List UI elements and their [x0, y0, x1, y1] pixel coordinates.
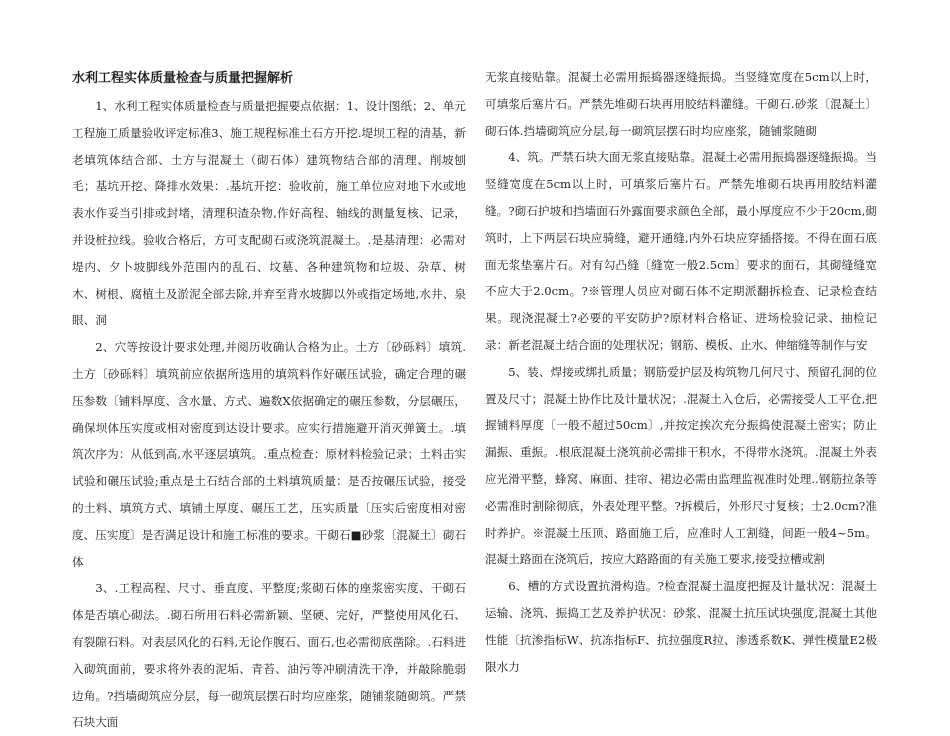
paragraph-4: 4、筑。严禁石块大面无浆直接贴靠。混凝土必需用振捣器逐缝振捣。当竖缝宽度在5cm以上时，可填浆后塞片石。严禁先堆砌石块再用胶结料灌缝。?砌石护坡和挡墙面石外露面要求颜色全部，最小厚度应不少于20cm,砌筑时，上下两层石块应骑缝，避开通缝,内外石块应穿插搭接。不得在面石底面无浆垫塞片石。对有勾凸缝〔缝宽一般2.5cm〕要求的面石，其砌缝缝宽不应大于2.0cm。?※管理人员应对砌石体不定期派翻拆检查、记录检查结果。现浇混凝土?必要的平安防护?原材料合格证、进场检验记录、抽检记录：新老混凝土结合面的处理状况；钢筋、模板、止水、伸缩缝等制作与安 — [485, 150, 877, 352]
paragraph-2: 2、穴等按设计要求处理,并阅历收确认合格为止。土方〔砂砾料〕填筑.土方〔砂砾料〕填筑前应依据所选用的填筑料作好碾压试验，确定合理的碾压参数〔铺料厚度、含水量、方式、遍数X依据确定的碾压参数，分层碾压，确保坝体压实度或相对密度到达设计要求。应实行措施避开消灭弹簧土。.填筑次序为：从低到高,水平逐层填筑。.重点检查：原材料检验记录；土料击实试验和碾压试验;重点是土石结合部的土料填筑质量：是否按碾压试验，接受的土料、填筑方式、填铺土厚度、碾压工艺，压实质量〔压实后密度相对密度、压实度〕是否满足设计和施工标准的要求。干砌石■砂浆〔混凝土〕砌石体 — [72, 340, 466, 569]
paragraph-6: 6、槽的方式设置抗滑构造。?检查混凝土温度把握及计量状况：混凝土运输、浇筑、振捣工艺及养护状况：砂浆、混凝土抗压试块强度,混凝土其他性能〔抗渗指标W、抗冻指标F、抗拉强度R拉、渗透系数K、弹性模量E2极限水力 — [485, 579, 877, 674]
right-column — [485, 64, 877, 680]
document-title: 水利工程实体质量检查与质量把握解析 — [72, 71, 294, 86]
paragraph-3-continued: 无浆直接贴靠。混凝土必需用振捣器逐缝振捣。当竖缝宽度在5cm以上时，可填浆后塞片石。严禁先堆砌石块再用胶结料灌缝。干砌石.砂浆〔混凝土〕砌石体.挡墙砌筑应分层,每一砌筑层摆石时均应座浆，随铺浆随砌 — [485, 70, 877, 138]
left-column — [72, 64, 466, 736]
paragraph-5: 5、装、焊接或绑扎质量；钢筋爱护层及构筑物几何尺寸、预留孔洞的位置及尺寸；混凝土协作比及计量状况；.混凝土入仓后，必需接受人工平仓,把握铺料厚度〔一般不超过50cm〕,并按定挨次充分振捣使混凝土密实；防止漏振、重振。.根底混凝土浇筑前必需排干积水，不得带水浇筑。.混凝土外表应光滑平整，蜂窝、麻面、挂帘、裙边必需由监理监视准时处理..钢筋拉条等必需准时割除彻底，外表处理平整。?拆模后，外形尺寸复核；士2.0cm?准时养护。※混凝土压顶、路面施工后，应准时人工割缝，间距一般4~5m。混凝土路面在浇筑后，按应大路路面的有关施工要求,接受拉槽或割 — [485, 364, 877, 567]
paragraph-1: 1、水利工程实体质量检查与质量把握要点依据：1、设计图纸；2、单元工程施工质量验收评定标准3、施工规程标准土石方开挖.堤坝工程的清基，新老填筑体结合部、土方与混凝土（砌石体）建筑物结合部的清理、削坡刨毛；基坑开挖、降排水效果：.基坑开挖：验收前，施工单位应对地下水或地表水作妥当引排或封堵，清理积渣杂物,作好高程、轴线的测量复核、记录，并设桩拉线。验收合格后，方可支配砌石或浇筑混凝土。.是基清理：必需对堤内、夕卜坡脚线外范围内的乱石、坟墓、各种建筑物和垃圾、杂草、树木、树根、腐植土及淤泥全部去除,并弃至背水坡脚以外或指定场地,水井、泉眼、洞 — [72, 99, 466, 328]
paragraph-3: 3、.工程高程、尺寸、垂直度、平整度;浆砌石体的座浆密实度、干砌石体是否填心砌法。.砌石所用石料必需新颖、坚硬、完好，严整使用风化石、有裂隙石料。对表层风化的石料,无论作腹石、面石,也必需彻底凿除。.石料进入砌筑面前，要求将外表的泥垢、青苔、油污等冲刷清洗干净，并敲除脆弱边角。?挡墙砌筑应分层，每一砌筑层摆石时均应座浆，随铺浆随砌筑。严禁石块大面 — [72, 581, 466, 730]
